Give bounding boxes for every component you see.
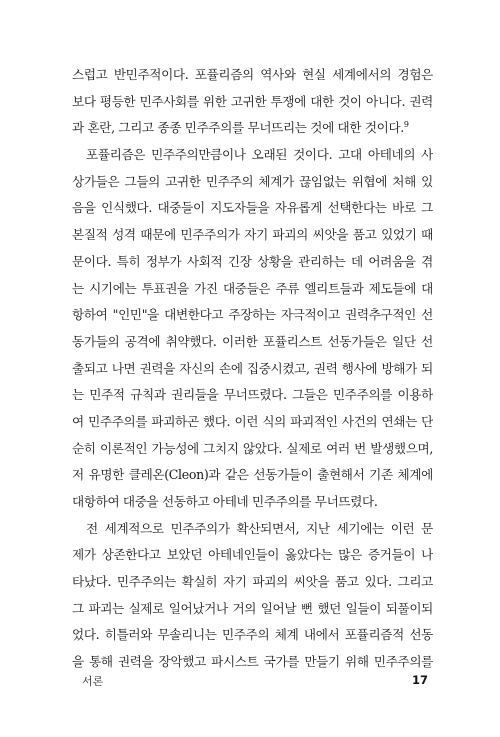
text-line: 보다 평등한 민주사회를 위한 고귀한 투쟁에 대한 것이 아니다. 권력 xyxy=(72,93,433,109)
text-line: 제가 상존한다고 보았던 아테네인들이 옳았다는 많은 증거들이 나 xyxy=(72,547,433,563)
body-text xyxy=(72,62,433,676)
page-number: 17 xyxy=(411,673,428,687)
text-line: 동가들의 공격에 취약했다. 이러한 포퓰리스트 선동가들은 일단 선 xyxy=(72,333,433,349)
text-line: 출되고 나면 권력을 자신의 손에 집중시켰고, 권력 행사에 방해가 되 xyxy=(72,360,433,376)
text-line: 여 민주주의를 파괴하곤 했다. 이런 식의 파괴적인 사건의 연쇄는 단 xyxy=(72,413,433,429)
text-line: 본질적 성격 때문에 민주주의가 자기 파괴의 씨앗을 품고 있었기 때 xyxy=(72,227,433,243)
running-footer-section-title: 서론 xyxy=(82,675,104,688)
text-line: 그 파괴는 실제로 일어났거나 거의 일어날 뻔 했던 일들이 되풀이되 xyxy=(72,600,433,616)
text-line: 는 시기에는 투표권을 가진 대중들은 주류 엘리트들과 제도들에 대 xyxy=(72,280,433,296)
footnote-reference[interactable]: 9 xyxy=(403,120,409,130)
text-line: 대항하여 대중을 선동하고 아테네 민주주의를 무너뜨렸다. xyxy=(72,494,378,509)
text-line: 포퓰리즘은 민주주의만큼이나 오래된 것이다. 고대 아테네의 사 xyxy=(86,147,433,163)
text-line: 음을 인식했다. 대중들이 지도자들을 자유롭게 선택한다는 바로 그 xyxy=(72,200,433,216)
text-line: 문이다. 특히 정부가 사회적 긴장 상황을 관리하는 데 어려움을 겪 xyxy=(72,253,433,269)
text-line: 전 세계적으로 민주주의가 확산되면서, 지난 세기에는 이런 문 xyxy=(86,520,433,536)
text-line: 스럽고 반민주적이다. 포퓰리즘의 역사와 현실 세계에서의 경험은 xyxy=(72,67,433,82)
text-line: 는 민주적 규칙과 권리들을 무너뜨렸다. 그들은 민주주의를 이용하 xyxy=(72,387,433,403)
text-line: 저 유명한 클레온(Cleon)과 같은 선동가들이 출현해서 기존 체계에 xyxy=(72,467,433,483)
page-footer xyxy=(82,673,428,693)
text-line: 타났다. 민주주의는 확실히 자기 파괴의 씨앗을 품고 있다. 그리고 xyxy=(72,574,433,590)
text-line: 을 통해 권력을 장악했고 파시스트 국가를 만들기 위해 민주주의를 xyxy=(72,654,433,670)
text-line: 상가들은 그들의 고귀한 민주주의 체계가 끊임없는 위협에 처해 있 xyxy=(72,173,433,189)
paragraph-1 xyxy=(72,62,433,142)
text-line-content: 과 혼란, 그리고 종종 민주주의를 무너뜨리는 것에 대한 것이다. xyxy=(72,120,404,136)
text-line: 었다. 히틀러와 무솔리니는 민주주의 체계 내에서 포퓰리즘적 선동 xyxy=(72,627,433,643)
text-line: 순히 이론적인 가능성에 그치지 않았다. 실제로 여러 번 발생했으며, xyxy=(72,440,433,456)
text-line: 항하여 "인민"을 대변한다고 주장하는 자극적이고 권력추구적인 선 xyxy=(72,307,433,323)
paragraph-2 xyxy=(72,142,433,516)
paragraph-3 xyxy=(72,516,433,676)
text-line xyxy=(72,115,433,142)
